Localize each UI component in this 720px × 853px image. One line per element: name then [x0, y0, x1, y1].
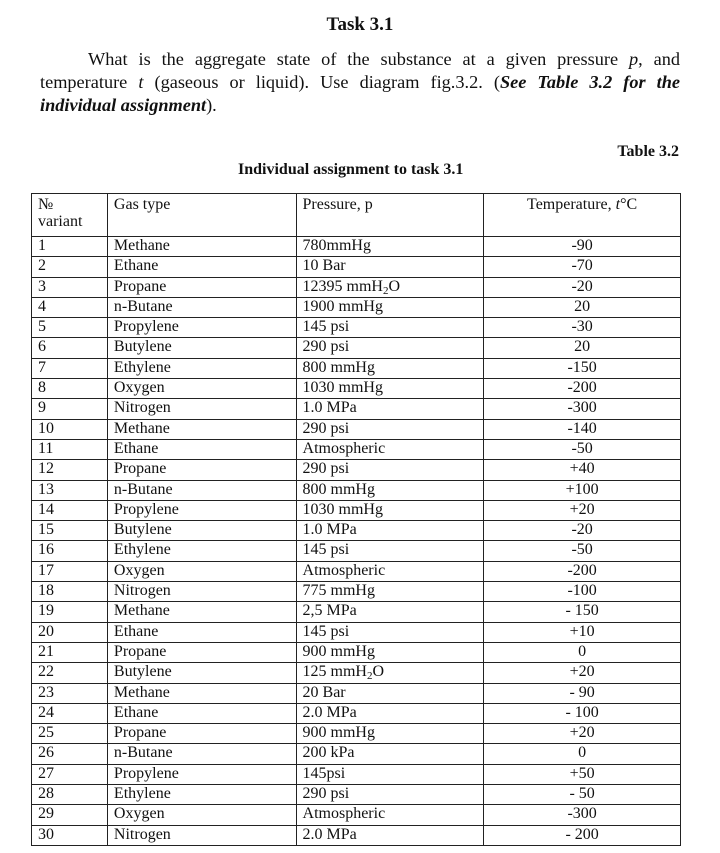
cell-gas: Butylene — [107, 663, 296, 683]
cell-pressure: 12395 mmH$_2$O — [296, 277, 484, 297]
cell-variant: 2 — [32, 257, 108, 277]
table-row — [32, 318, 681, 338]
cell-pressure: Atmospheric — [296, 561, 484, 581]
cell-gas: Butylene — [107, 338, 296, 358]
cell-pressure: 290 psi — [296, 785, 484, 805]
header-temperature: Temperature, t°C — [484, 194, 681, 237]
cell-temperature: 0 — [484, 744, 681, 764]
table-row — [32, 663, 681, 683]
cell-pressure: 1030 mmHg — [296, 500, 484, 520]
table-row — [32, 237, 681, 257]
cell-gas: Propane — [107, 277, 296, 297]
table-row — [32, 358, 681, 378]
cell-pressure: 20 Bar — [296, 683, 484, 703]
cell-variant: 5 — [32, 318, 108, 338]
cell-pressure: 775 mmHg — [296, 582, 484, 602]
cell-pressure: 1900 mmHg — [296, 297, 484, 317]
cell-gas: Methane — [107, 683, 296, 703]
cell-pressure: Atmospheric — [296, 439, 484, 459]
cell-variant: 8 — [32, 379, 108, 399]
cell-gas: n-Butane — [107, 480, 296, 500]
cell-temperature: +20 — [484, 724, 681, 744]
cell-pressure: 2.0 MPa — [296, 825, 484, 845]
cell-variant: 3 — [32, 277, 108, 297]
cell-gas: Methane — [107, 419, 296, 439]
cell-pressure: 1.0 MPa — [296, 399, 484, 419]
cell-gas: n-Butane — [107, 297, 296, 317]
cell-pressure: 290 psi — [296, 460, 484, 480]
cell-temperature: -300 — [484, 399, 681, 419]
task-text-4: ). — [206, 95, 217, 115]
cell-gas: Methane — [107, 602, 296, 622]
table-row — [32, 744, 681, 764]
header-variant: № variant — [32, 194, 108, 237]
cell-gas: Ethane — [107, 257, 296, 277]
table-row — [32, 521, 681, 541]
task-text-2: , and temperature — [40, 49, 680, 92]
cell-temperature: -50 — [484, 541, 681, 561]
table-row — [32, 622, 681, 642]
table-row — [32, 277, 681, 297]
assignment-table — [31, 193, 681, 846]
cell-variant: 24 — [32, 703, 108, 723]
cell-gas: Nitrogen — [107, 825, 296, 845]
cell-gas: Propane — [107, 642, 296, 662]
table-row — [32, 379, 681, 399]
table-caption: Individual assignment to task 3.1 — [238, 161, 464, 178]
task-text-1: What is the aggregate state of the substance at a given pressure — [88, 49, 629, 69]
cell-gas: Ethane — [107, 622, 296, 642]
cell-variant: 11 — [32, 439, 108, 459]
cell-pressure: 145 psi — [296, 541, 484, 561]
cell-variant: 14 — [32, 500, 108, 520]
cell-temperature: - 100 — [484, 703, 681, 723]
var-p: p — [628, 49, 639, 69]
cell-temperature: 20 — [484, 297, 681, 317]
cell-temperature: -20 — [484, 521, 681, 541]
cell-gas: Butylene — [107, 521, 296, 541]
cell-gas: Ethylene — [107, 785, 296, 805]
cell-variant: 13 — [32, 480, 108, 500]
cell-variant: 1 — [32, 237, 108, 257]
cell-pressure: 200 kPa — [296, 744, 484, 764]
table-row — [32, 582, 681, 602]
cell-pressure: 1.0 MPa — [296, 521, 484, 541]
table-row — [32, 764, 681, 784]
cell-gas: Ethylene — [107, 541, 296, 561]
cell-variant: 21 — [32, 642, 108, 662]
header-gas: Gas type — [107, 194, 296, 237]
cell-temperature: - 200 — [484, 825, 681, 845]
cell-temperature: - 150 — [484, 602, 681, 622]
table-row — [32, 642, 681, 662]
task-title: Task 3.1 — [326, 14, 394, 35]
cell-gas: Nitrogen — [107, 399, 296, 419]
cell-temperature: +10 — [484, 622, 681, 642]
cell-variant: 17 — [32, 561, 108, 581]
cell-variant: 28 — [32, 785, 108, 805]
cell-temperature: -50 — [484, 439, 681, 459]
cell-pressure: 10 Bar — [296, 257, 484, 277]
cell-pressure: 780mmHg — [296, 237, 484, 257]
table-row — [32, 480, 681, 500]
cell-variant: 27 — [32, 764, 108, 784]
cell-pressure: 290 psi — [296, 338, 484, 358]
cell-temperature: -200 — [484, 561, 681, 581]
cell-pressure: 800 mmHg — [296, 480, 484, 500]
table-row — [32, 825, 681, 845]
cell-variant: 10 — [32, 419, 108, 439]
cell-temperature: 0 — [484, 642, 681, 662]
cell-variant: 20 — [32, 622, 108, 642]
cell-gas: Ethane — [107, 439, 296, 459]
cell-temperature: -20 — [484, 277, 681, 297]
cell-temperature: -30 — [484, 318, 681, 338]
cell-temperature: +20 — [484, 663, 681, 683]
cell-temperature: -150 — [484, 358, 681, 378]
table-row — [32, 602, 681, 622]
table-row — [32, 297, 681, 317]
cell-temperature: 20 — [484, 338, 681, 358]
cell-pressure: 125 mmH$_2$O — [296, 663, 484, 683]
cell-gas: Propane — [107, 724, 296, 744]
cell-variant: 30 — [32, 825, 108, 845]
cell-gas: Oxygen — [107, 379, 296, 399]
cell-variant: 22 — [32, 663, 108, 683]
cell-gas: Ethane — [107, 703, 296, 723]
var-t: t — [138, 72, 144, 92]
cell-pressure: 145 psi — [296, 622, 484, 642]
see-table-ref: See Table 3.2 for the individual assignment — [40, 72, 681, 115]
cell-gas: Propylene — [107, 500, 296, 520]
cell-variant: 25 — [32, 724, 108, 744]
table-row — [32, 724, 681, 744]
cell-pressure: 800 mmHg — [296, 358, 484, 378]
cell-pressure: 2.0 MPa — [296, 703, 484, 723]
cell-variant: 19 — [32, 602, 108, 622]
cell-gas: n-Butane — [107, 744, 296, 764]
cell-variant: 6 — [32, 338, 108, 358]
cell-pressure: 900 mmHg — [296, 642, 484, 662]
cell-gas: Ethylene — [107, 358, 296, 378]
cell-pressure: 900 mmHg — [296, 724, 484, 744]
table-row — [32, 805, 681, 825]
cell-variant: 29 — [32, 805, 108, 825]
cell-gas: Propane — [107, 460, 296, 480]
table-row — [32, 500, 681, 520]
task-text-3: (gaseous or liquid). Use diagram fig.3.2. ( — [143, 72, 500, 92]
table-row — [32, 338, 681, 358]
cell-variant: 15 — [32, 521, 108, 541]
table-row — [32, 785, 681, 805]
cell-temperature: -100 — [484, 582, 681, 602]
table-row — [32, 561, 681, 581]
cell-temperature: -70 — [484, 257, 681, 277]
table-row — [32, 460, 681, 480]
table-row — [32, 683, 681, 703]
cell-temperature: +20 — [484, 500, 681, 520]
cell-temperature: +40 — [484, 460, 681, 480]
cell-gas: Nitrogen — [107, 582, 296, 602]
table-row — [32, 541, 681, 561]
cell-pressure: 2,5 MPa — [296, 602, 484, 622]
cell-temperature: - 90 — [484, 683, 681, 703]
table-label: Table 3.2 — [617, 143, 679, 160]
cell-pressure: 145 psi — [296, 318, 484, 338]
cell-gas: Propylene — [107, 764, 296, 784]
cell-temperature: +50 — [484, 764, 681, 784]
table-header-row — [32, 194, 681, 237]
table-row — [32, 439, 681, 459]
cell-variant: 4 — [32, 297, 108, 317]
cell-variant: 26 — [32, 744, 108, 764]
cell-variant: 23 — [32, 683, 108, 703]
cell-pressure: 1030 mmHg — [296, 379, 484, 399]
cell-gas: Propylene — [107, 318, 296, 338]
cell-pressure: Atmospheric — [296, 805, 484, 825]
table-row — [32, 257, 681, 277]
cell-temperature: -300 — [484, 805, 681, 825]
cell-variant: 9 — [32, 399, 108, 419]
cell-variant: 12 — [32, 460, 108, 480]
cell-gas: Oxygen — [107, 561, 296, 581]
table-row — [32, 419, 681, 439]
cell-variant: 18 — [32, 582, 108, 602]
cell-variant: 16 — [32, 541, 108, 561]
cell-temperature: - 50 — [484, 785, 681, 805]
cell-gas: Methane — [107, 237, 296, 257]
cell-variant: 7 — [32, 358, 108, 378]
header-pressure: Pressure, p — [296, 194, 484, 237]
cell-pressure: 145psi — [296, 764, 484, 784]
cell-gas: Oxygen — [107, 805, 296, 825]
cell-temperature: -200 — [484, 379, 681, 399]
cell-temperature: +100 — [484, 480, 681, 500]
task-description — [40, 48, 680, 117]
table-row — [32, 399, 681, 419]
cell-temperature: -90 — [484, 237, 681, 257]
table-row — [32, 703, 681, 723]
cell-pressure: 290 psi — [296, 419, 484, 439]
cell-temperature: -140 — [484, 419, 681, 439]
